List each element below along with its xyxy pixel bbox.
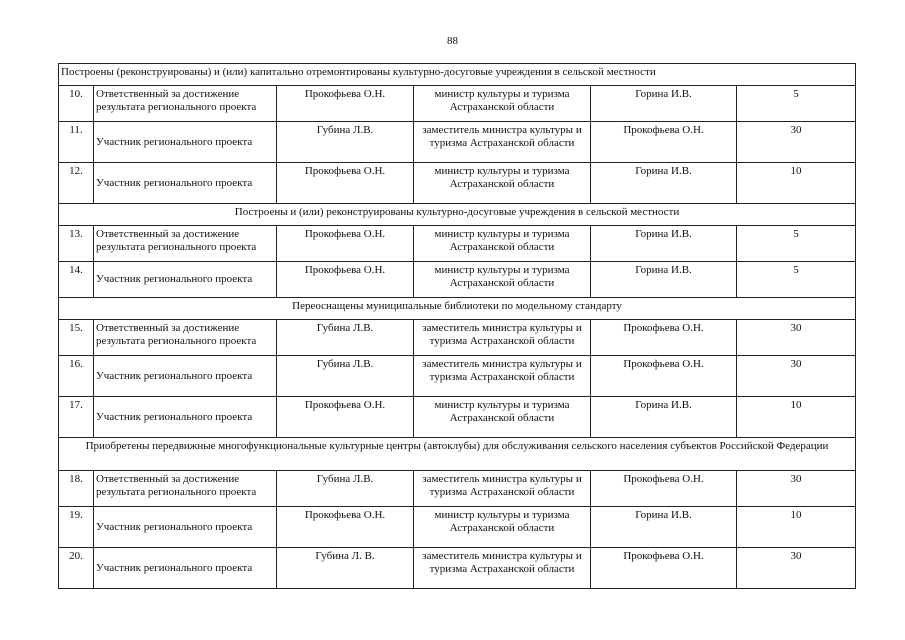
position-cell: заместитель министра культуры и туризма Астраханской области: [414, 471, 591, 507]
role-cell: Участник регионального проекта: [94, 507, 277, 548]
table-row: [59, 471, 856, 507]
position-cell: заместитель министра культуры и туризма Астраханской области: [414, 356, 591, 397]
person-cell: Прокофьева О.Н.: [277, 507, 414, 548]
supervisor-cell: Горина И.В.: [591, 163, 737, 204]
role-cell: Ответственный за достижение результата регионального проекта: [94, 320, 277, 356]
page-number: 88: [447, 35, 458, 47]
value-cell: 30: [737, 320, 856, 356]
responsibility-table: [58, 63, 856, 589]
role-cell: Участник регионального проекта: [94, 356, 277, 397]
person-cell: Губина Л.В.: [277, 122, 414, 163]
person-cell: Губина Л.В.: [277, 356, 414, 397]
position-cell: министр культуры и туризма Астраханской области: [414, 86, 591, 122]
person-cell: Губина Л.В.: [277, 320, 414, 356]
row-number: 14.: [59, 262, 94, 298]
position-cell: заместитель министра культуры и туризма Астраханской области: [414, 122, 591, 163]
section-title: Построены (реконструированы) и (или) капитально отремонтированы культурно-досуговые учреждения в сельской местности: [59, 64, 856, 86]
value-cell: 30: [737, 548, 856, 589]
row-number: 18.: [59, 471, 94, 507]
supervisor-cell: Прокофьева О.Н.: [591, 122, 737, 163]
value-cell: 30: [737, 122, 856, 163]
value-cell: 10: [737, 163, 856, 204]
row-number: 20.: [59, 548, 94, 589]
value-cell: 5: [737, 86, 856, 122]
table-row: [59, 86, 856, 122]
role-cell: Участник регионального проекта: [94, 548, 277, 589]
supervisor-cell: Горина И.В.: [591, 262, 737, 298]
position-cell: министр культуры и туризма Астраханской области: [414, 397, 591, 438]
person-cell: Прокофьева О.Н.: [277, 163, 414, 204]
position-cell: министр культуры и туризма Астраханской области: [414, 262, 591, 298]
row-number: 13.: [59, 226, 94, 262]
table-row: [59, 320, 856, 356]
role-cell: Ответственный за достижение результата регионального проекта: [94, 471, 277, 507]
table-row: [59, 548, 856, 589]
value-cell: 5: [737, 262, 856, 298]
supervisor-cell: Прокофьева О.Н.: [591, 548, 737, 589]
value-cell: 10: [737, 507, 856, 548]
section-title: Построены и (или) реконструированы культурно-досуговые учреждения в сельской местности: [59, 204, 856, 226]
section-header-row: [59, 64, 856, 86]
table-row: [59, 122, 856, 163]
table-row: [59, 262, 856, 298]
role-cell: Участник регионального проекта: [94, 122, 277, 163]
value-cell: 30: [737, 356, 856, 397]
person-cell: Прокофьева О.Н.: [277, 262, 414, 298]
row-number: 19.: [59, 507, 94, 548]
role-cell: Участник регионального проекта: [94, 397, 277, 438]
section-header-row: [59, 298, 856, 320]
supervisor-cell: Горина И.В.: [591, 86, 737, 122]
table-row: [59, 226, 856, 262]
table-row: [59, 507, 856, 548]
person-cell: Прокофьева О.Н.: [277, 86, 414, 122]
table-row: [59, 397, 856, 438]
position-cell: министр культуры и туризма Астраханской области: [414, 507, 591, 548]
role-cell: Участник регионального проекта: [94, 262, 277, 298]
position-cell: заместитель министра культуры и туризма Астраханской области: [414, 320, 591, 356]
section-title: Переоснащены муниципальные библиотеки по модельному стандарту: [59, 298, 856, 320]
person-cell: Прокофьева О.Н.: [277, 226, 414, 262]
value-cell: 10: [737, 397, 856, 438]
row-number: 11.: [59, 122, 94, 163]
supervisor-cell: Прокофьева О.Н.: [591, 471, 737, 507]
supervisor-cell: Прокофьева О.Н.: [591, 356, 737, 397]
section-header-row: [59, 438, 856, 471]
row-number: 16.: [59, 356, 94, 397]
value-cell: 5: [737, 226, 856, 262]
row-number: 17.: [59, 397, 94, 438]
role-cell: Ответственный за достижение результата регионального проекта: [94, 226, 277, 262]
section-title: Приобретены передвижные многофункциональные культурные центры (автоклубы) для обслуживания сельского населения субъектов Российской Федерации: [59, 438, 856, 471]
table-row: [59, 163, 856, 204]
person-cell: Прокофьева О.Н.: [277, 397, 414, 438]
position-cell: министр культуры и туризма Астраханской области: [414, 226, 591, 262]
person-cell: Губина Л. В.: [277, 548, 414, 589]
value-cell: 30: [737, 471, 856, 507]
row-number: 12.: [59, 163, 94, 204]
role-cell: Участник регионального проекта: [94, 163, 277, 204]
supervisor-cell: Горина И.В.: [591, 226, 737, 262]
supervisor-cell: Горина И.В.: [591, 507, 737, 548]
row-number: 10.: [59, 86, 94, 122]
supervisor-cell: Прокофьева О.Н.: [591, 320, 737, 356]
row-number: 15.: [59, 320, 94, 356]
position-cell: министр культуры и туризма Астраханской области: [414, 163, 591, 204]
person-cell: Губина Л.В.: [277, 471, 414, 507]
supervisor-cell: Горина И.В.: [591, 397, 737, 438]
role-cell: Ответственный за достижение результата регионального проекта: [94, 86, 277, 122]
position-cell: заместитель министра культуры и туризма Астраханской области: [414, 548, 591, 589]
table-row: [59, 356, 856, 397]
section-header-row: [59, 204, 856, 226]
